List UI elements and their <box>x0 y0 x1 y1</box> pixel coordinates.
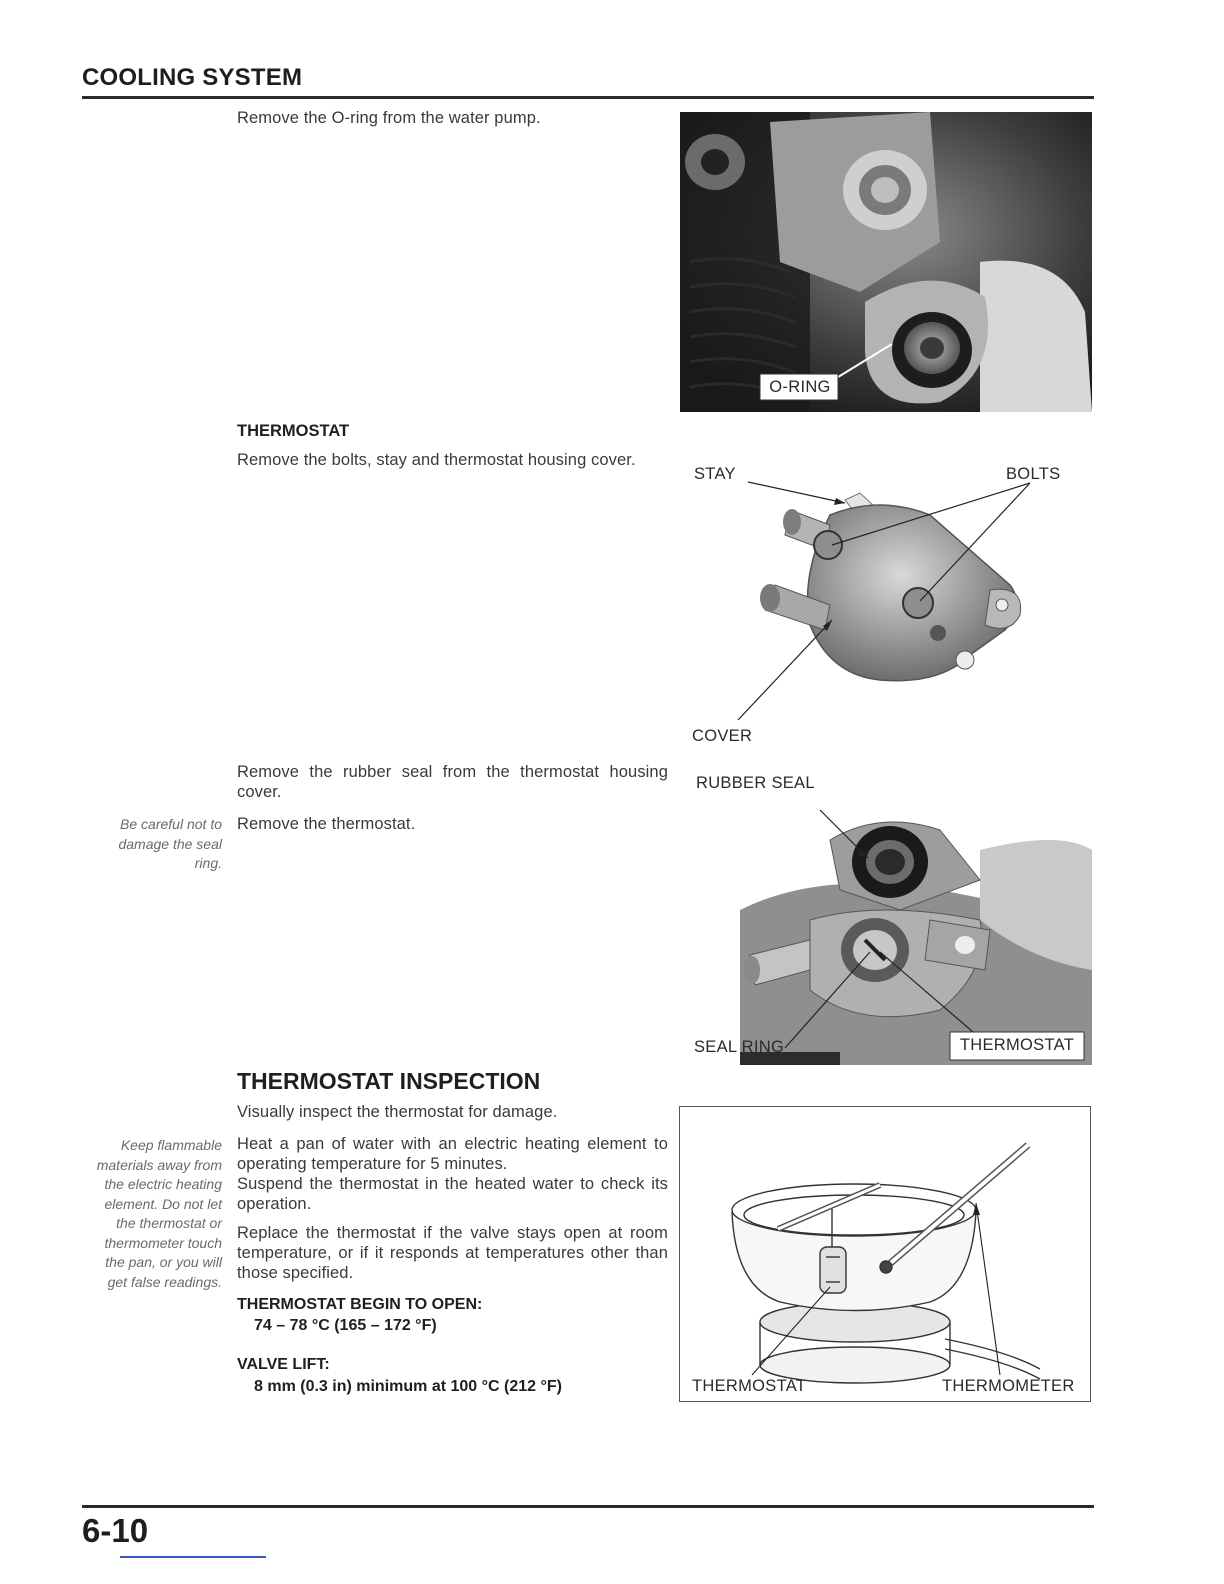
water-pump-photo <box>680 112 1092 412</box>
seal-ring-caution-note: Be careful not to damage the seal ring. <box>118 816 222 871</box>
thermostat-heading: THERMOSTAT <box>237 422 350 440</box>
callout-thermostat: THERMOSTAT <box>959 1036 1075 1054</box>
callout-rubber-seal: RUBBER SEAL <box>696 774 815 792</box>
thermostat-step-remove-seal: Remove the rubber seal from the thermostat housing cover. <box>237 763 668 801</box>
inspection-step-replace: Replace the thermostat if the valve stays open at room temperature, or if it responds at temperatures other than those specified. <box>237 1224 668 1282</box>
callout-cover: COVER <box>692 727 753 745</box>
thermostat-test-diagram <box>679 1106 1091 1402</box>
inspection-step-suspend: Suspend the thermostat in the heated water to check its operation. <box>237 1175 668 1213</box>
inspection-step-visual: Visually inspect the thermostat for damage. <box>237 1103 558 1121</box>
o-ring-instruction: Remove the O-ring from the water pump. <box>237 109 541 127</box>
footer-rule <box>82 1505 1094 1508</box>
footer-link-underline[interactable] <box>120 1556 266 1558</box>
flammable-caution-note: Keep flammable materials away from the electric heating element. Do not let the thermostat or thermometer touch the pan, or you will get false readings. <box>96 1137 222 1290</box>
callout-seal-ring: SEAL RING <box>694 1038 785 1056</box>
callout-stay: STAY <box>694 465 736 483</box>
callout-test-thermostat: THERMOSTAT <box>692 1377 807 1395</box>
page-header-title: COOLING SYSTEM <box>82 64 303 91</box>
inspection-step-heat-water: Heat a pan of water with an electric heating element to operating temperature for 5 minutes. <box>237 1135 668 1173</box>
header-rule <box>82 96 1094 99</box>
callout-o-ring: O-RING <box>769 378 831 396</box>
spec-valve-lift-label: VALVE LIFT: <box>237 1356 330 1373</box>
callout-thermometer: THERMOMETER <box>942 1377 1075 1395</box>
spec-begin-open-value: 74 – 78 °C (165 – 172 °F) <box>254 1317 437 1334</box>
inspection-heading: THERMOSTAT INSPECTION <box>237 1068 541 1094</box>
thermostat-removal-photo <box>680 770 1092 1065</box>
thermostat-step-remove-bolts: Remove the bolts, stay and thermostat housing cover. <box>237 451 636 469</box>
spec-valve-lift-value: 8 mm (0.3 in) minimum at 100 °C (212 °F) <box>254 1378 562 1395</box>
thermostat-step-remove-thermostat: Remove the thermostat. <box>237 815 416 833</box>
spec-begin-open-label: THERMOSTAT BEGIN TO OPEN: <box>237 1296 483 1313</box>
page-number: 6-10 <box>82 1512 149 1549</box>
thermostat-housing-figure <box>680 455 1092 750</box>
callout-bolts: BOLTS <box>1006 465 1061 483</box>
